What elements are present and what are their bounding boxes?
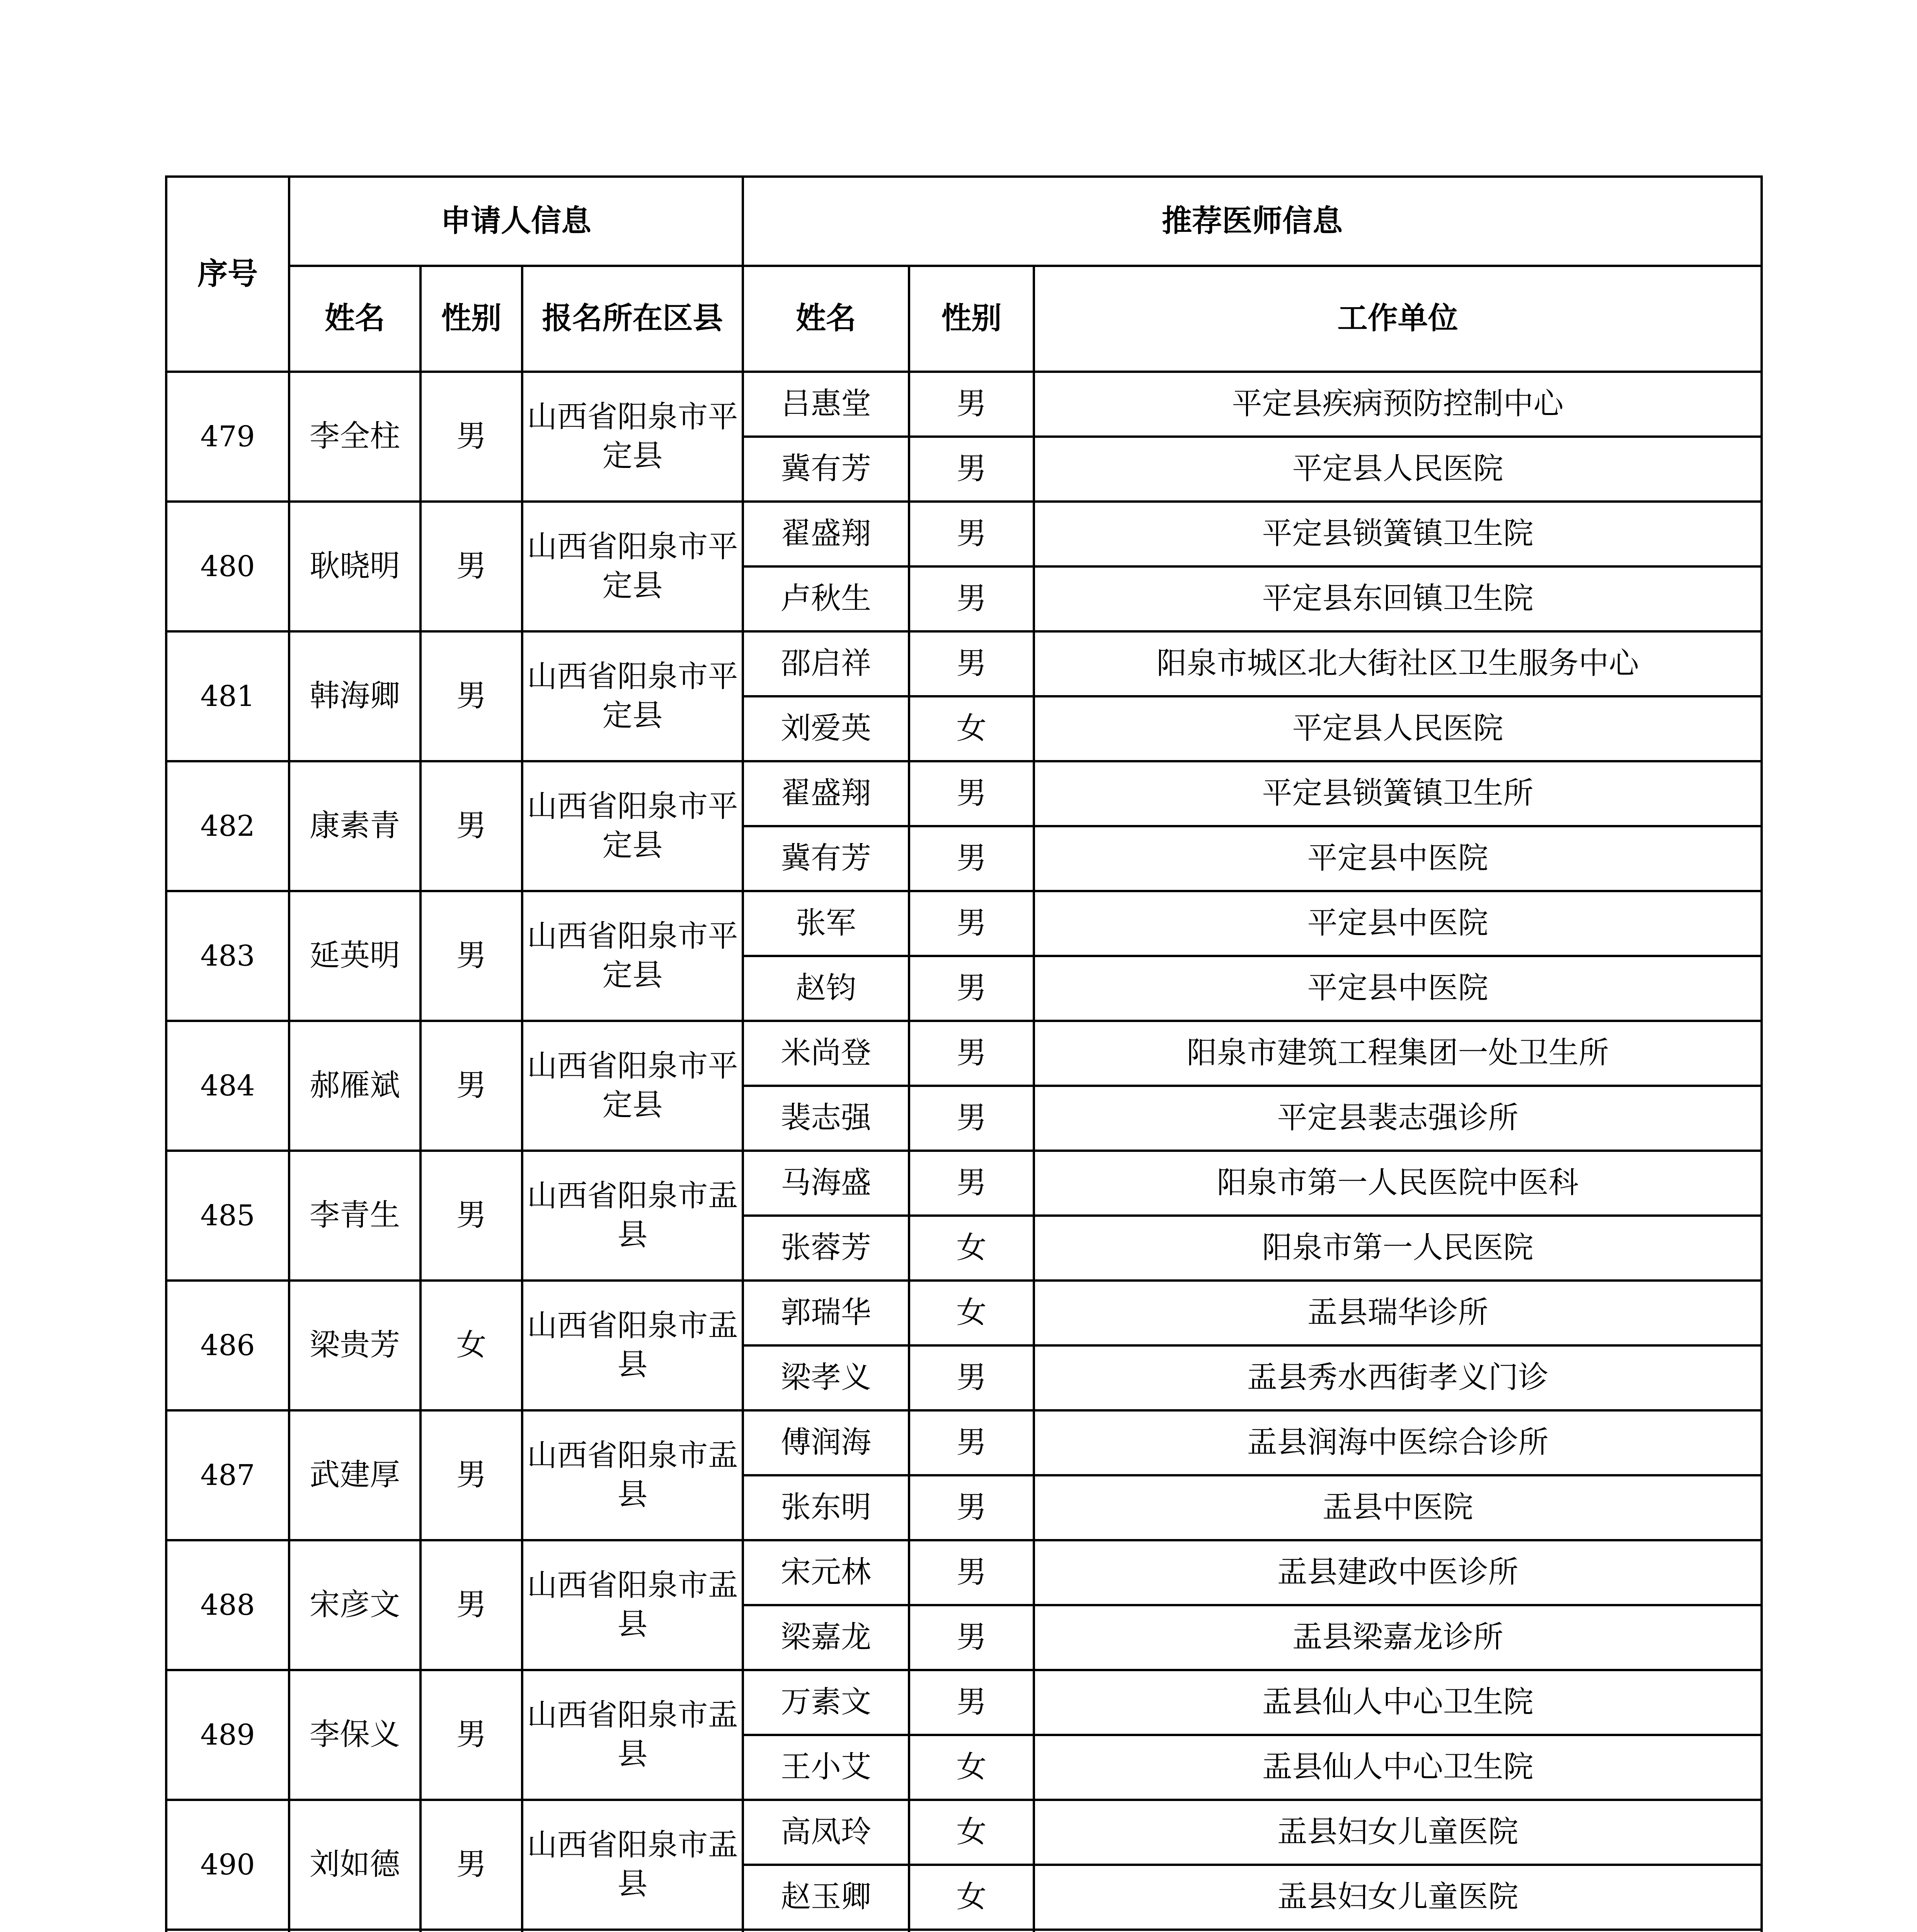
applicant-region: 山西省阳泉市平定县 — [522, 372, 743, 502]
table-row — [166, 1281, 1762, 1345]
doctor-gender: 女 — [909, 1865, 1034, 1930]
applicant-name — [289, 1930, 421, 1932]
applicant-name: 李保义 — [289, 1670, 421, 1800]
applicant-seq — [166, 1930, 289, 1932]
applicant-region: 山西省阳泉市盂县 — [522, 1151, 743, 1281]
header-doctor-name: 姓名 — [743, 266, 909, 372]
doctor-gender: 女 — [909, 1735, 1034, 1800]
applicant-seq: 490 — [166, 1800, 289, 1930]
applicant-seq: 483 — [166, 891, 289, 1021]
doctor-unit: 阳泉市建筑工程集团一处卫生所 — [1034, 1021, 1762, 1086]
doctor-gender: 男 — [909, 956, 1034, 1021]
applicant-gender: 男 — [421, 1540, 522, 1670]
applicant-region: 山西省阳泉市盂县 — [522, 1410, 743, 1540]
table-row — [166, 1540, 1762, 1605]
applicant-gender: 男 — [421, 1670, 522, 1800]
doctor-gender: 男 — [909, 891, 1034, 956]
header-applicant-gender: 性别 — [421, 266, 522, 372]
doctor-unit: 盂县秀水西街孝义门诊 — [1034, 1345, 1762, 1410]
applicant-name: 宋彦文 — [289, 1540, 421, 1670]
doctor-gender — [909, 1930, 1034, 1932]
applicant-seq: 487 — [166, 1410, 289, 1540]
applicant-name: 郝雁斌 — [289, 1021, 421, 1151]
applicant-name: 刘如德 — [289, 1800, 421, 1930]
doctor-name: 赵玉卿 — [743, 1865, 909, 1930]
applicant-seq: 484 — [166, 1021, 289, 1151]
header-doctor-unit: 工作单位 — [1034, 266, 1762, 372]
doctor-unit: 阳泉市城区北大街社区卫生服务中心 — [1034, 631, 1762, 696]
doctor-name: 郭瑞华 — [743, 1281, 909, 1345]
doctor-gender: 女 — [909, 1216, 1034, 1281]
applicant-gender: 女 — [421, 1281, 522, 1410]
doctor-gender: 男 — [909, 1086, 1034, 1151]
applicant-gender — [421, 1930, 522, 1932]
doctor-gender: 男 — [909, 566, 1034, 631]
doctor-gender: 男 — [909, 1475, 1034, 1540]
applicant-name: 延英明 — [289, 891, 421, 1021]
doctor-unit: 盂县仙人中心卫生院 — [1034, 1735, 1762, 1800]
applicant-name: 梁贵芳 — [289, 1281, 421, 1410]
doctor-unit: 平定县锁簧镇卫生院 — [1034, 502, 1762, 566]
doctor-gender: 男 — [909, 1605, 1034, 1670]
recommendation-table — [165, 175, 1763, 1932]
applicant-region: 山西省阳泉市平定县 — [522, 1021, 743, 1151]
doctor-name: 裴志强 — [743, 1086, 909, 1151]
doctor-gender: 女 — [909, 696, 1034, 761]
doctor-gender: 男 — [909, 372, 1034, 437]
doctor-unit: 平定县锁簧镇卫生所 — [1034, 761, 1762, 826]
doctor-name: 王小艾 — [743, 1735, 909, 1800]
doctor-unit: 盂县润海中医综合诊所 — [1034, 1410, 1762, 1475]
doctor-name: 高凤玲 — [743, 1800, 909, 1865]
doctor-name: 冀有芳 — [743, 437, 909, 502]
header-doctor-gender: 性别 — [909, 266, 1034, 372]
applicant-seq: 485 — [166, 1151, 289, 1281]
doctor-unit: 盂县建政中医诊所 — [1034, 1540, 1762, 1605]
doctor-unit: 平定县中医院 — [1034, 826, 1762, 891]
doctor-unit: 平定县人民医院 — [1034, 437, 1762, 502]
doctor-unit: 平定县中医院 — [1034, 956, 1762, 1021]
table-row — [166, 1930, 1762, 1932]
doctor-unit: 阳泉市第一人民医院 — [1034, 1216, 1762, 1281]
header-doctor-group: 推荐医师信息 — [743, 177, 1762, 266]
header-applicant-group: 申请人信息 — [289, 177, 743, 266]
applicant-gender: 男 — [421, 761, 522, 891]
applicant-region: 山西省阳泉市平定县 — [522, 761, 743, 891]
applicant-name: 康素青 — [289, 761, 421, 891]
doctor-unit: 盂县瑞华诊所 — [1034, 1281, 1762, 1345]
table-row — [166, 631, 1762, 696]
doctor-gender: 男 — [909, 1670, 1034, 1735]
table-row — [166, 761, 1762, 826]
doctor-name: 刘爱英 — [743, 696, 909, 761]
doctor-unit: 平定县人民医院 — [1034, 696, 1762, 761]
applicant-gender: 男 — [421, 1021, 522, 1151]
applicant-gender: 男 — [421, 372, 522, 502]
applicant-gender: 男 — [421, 1151, 522, 1281]
applicant-gender: 男 — [421, 891, 522, 1021]
applicant-name: 韩海卿 — [289, 631, 421, 761]
doctor-name: 邵启祥 — [743, 631, 909, 696]
doctor-name: 张东明 — [743, 1475, 909, 1540]
doctor-gender: 男 — [909, 826, 1034, 891]
applicant-seq: 488 — [166, 1540, 289, 1670]
applicant-seq: 479 — [166, 372, 289, 502]
doctor-name: 梁嘉龙 — [743, 1605, 909, 1670]
doctor-name: 翟盛翔 — [743, 761, 909, 826]
doctor-unit: 平定县疾病预防控制中心 — [1034, 372, 1762, 437]
doctor-unit: 盂县梁嘉龙诊所 — [1034, 1605, 1762, 1670]
doctor-name: 梁孝义 — [743, 1345, 909, 1410]
doctor-unit: 平定县中医院 — [1034, 891, 1762, 956]
applicant-seq: 481 — [166, 631, 289, 761]
applicant-region: 山西省阳泉市平定县 — [522, 891, 743, 1021]
header-applicant-region: 报名所在区县 — [522, 266, 743, 372]
table-row — [166, 1151, 1762, 1216]
doctor-gender: 男 — [909, 1410, 1034, 1475]
doctor-gender: 女 — [909, 1800, 1034, 1865]
header-applicant-name: 姓名 — [289, 266, 421, 372]
doctor-name: 冀有芳 — [743, 826, 909, 891]
doctor-gender: 女 — [909, 1281, 1034, 1345]
applicant-gender: 男 — [421, 1410, 522, 1540]
table-row — [166, 502, 1762, 566]
doctor-gender: 男 — [909, 502, 1034, 566]
header-seq: 序号 — [166, 177, 289, 372]
doctor-name: 翟盛翔 — [743, 502, 909, 566]
header-row-groups — [166, 177, 1762, 266]
doctor-name: 张军 — [743, 891, 909, 956]
doctor-gender: 男 — [909, 761, 1034, 826]
header-row-columns — [166, 266, 1762, 372]
doctor-name: 万素文 — [743, 1670, 909, 1735]
doctor-gender: 男 — [909, 1021, 1034, 1086]
doctor-unit: 平定县东回镇卫生院 — [1034, 566, 1762, 631]
applicant-name: 李全柱 — [289, 372, 421, 502]
doctor-unit: 盂县中医院 — [1034, 1475, 1762, 1540]
applicant-region — [522, 1930, 743, 1932]
applicant-gender: 男 — [421, 631, 522, 761]
doctor-unit: 盂县妇女儿童医院 — [1034, 1865, 1762, 1930]
applicant-name: 武建厚 — [289, 1410, 421, 1540]
table-row — [166, 891, 1762, 956]
applicant-seq: 486 — [166, 1281, 289, 1410]
doctor-name: 傅润海 — [743, 1410, 909, 1475]
table-row — [166, 1021, 1762, 1086]
applicant-seq: 480 — [166, 502, 289, 631]
doctor-name: 张蓉芳 — [743, 1216, 909, 1281]
doctor-gender: 男 — [909, 1540, 1034, 1605]
applicant-region: 山西省阳泉市盂县 — [522, 1800, 743, 1930]
applicant-gender: 男 — [421, 502, 522, 631]
doctor-gender: 男 — [909, 631, 1034, 696]
table-body — [166, 372, 1762, 1932]
applicant-region: 山西省阳泉市平定县 — [522, 502, 743, 631]
table-row — [166, 1670, 1762, 1735]
table-row — [166, 1410, 1762, 1475]
doctor-name: 吕惠堂 — [743, 372, 909, 437]
doctor-gender: 男 — [909, 1345, 1034, 1410]
applicant-region: 山西省阳泉市盂县 — [522, 1670, 743, 1800]
doctor-unit: 平定县裴志强诊所 — [1034, 1086, 1762, 1151]
doctor-unit: 阳泉市第一人民医院中医科 — [1034, 1151, 1762, 1216]
doctor-unit — [1034, 1930, 1762, 1932]
doctor-gender: 男 — [909, 1151, 1034, 1216]
applicant-region: 山西省阳泉市盂县 — [522, 1540, 743, 1670]
applicant-name: 李青生 — [289, 1151, 421, 1281]
applicant-seq: 482 — [166, 761, 289, 891]
doctor-name — [743, 1930, 909, 1932]
doctor-gender: 男 — [909, 437, 1034, 502]
applicant-name: 耿晓明 — [289, 502, 421, 631]
doctor-name: 卢秋生 — [743, 566, 909, 631]
doctor-name: 赵钧 — [743, 956, 909, 1021]
applicant-region: 山西省阳泉市盂县 — [522, 1281, 743, 1410]
applicant-gender: 男 — [421, 1800, 522, 1930]
applicant-region: 山西省阳泉市平定县 — [522, 631, 743, 761]
doctor-unit: 盂县仙人中心卫生院 — [1034, 1670, 1762, 1735]
table-row — [166, 1800, 1762, 1865]
doctor-unit: 盂县妇女儿童医院 — [1034, 1800, 1762, 1865]
doctor-name: 宋元林 — [743, 1540, 909, 1605]
applicant-seq: 489 — [166, 1670, 289, 1800]
doctor-name: 马海盛 — [743, 1151, 909, 1216]
doctor-name: 米尚登 — [743, 1021, 909, 1086]
table-row — [166, 372, 1762, 437]
